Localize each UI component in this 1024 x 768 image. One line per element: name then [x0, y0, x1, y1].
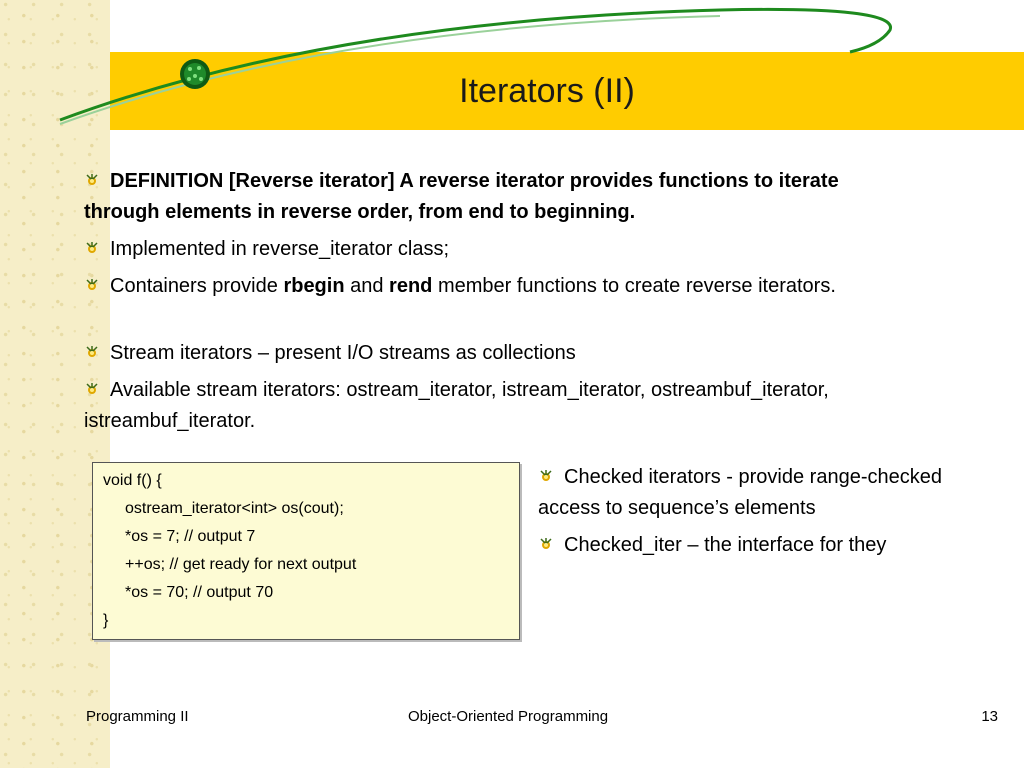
bullet-text: DEFINITION [Reverse iterator] A reverse iterator provides functions to iterate through elements in reverse order, from end to beginning.	[84, 170, 839, 223]
bullet-text: Available stream iterators: ostream_iterator, istream_iterator, ostreambuf_iterator, istreambuf_iterator.	[84, 379, 829, 432]
bullet-text: Stream iterators – present I/O streams as collections	[110, 342, 576, 364]
footer-page-number: 13	[981, 708, 998, 725]
yellow-flower-icon	[84, 381, 100, 397]
code-line: ostream_iterator<int> os(cout);	[125, 500, 344, 517]
bullet-item	[84, 166, 894, 228]
right-bullet-list	[538, 462, 988, 567]
code-line: *os = 7; // output 7	[125, 528, 256, 545]
bullet-text: Implemented in reverse_iterator class;	[110, 238, 450, 260]
bullet-item	[538, 530, 988, 561]
bullet-text: Checked_iter – the interface for they	[564, 534, 887, 556]
bullet-item	[84, 234, 894, 265]
code-line: *os = 70; // output 70	[125, 584, 274, 601]
yellow-flower-icon	[84, 277, 100, 293]
keyword-rend: rend	[389, 275, 433, 297]
bullet-item	[84, 338, 894, 369]
footer-topic: Object-Oriented Programming	[408, 708, 609, 725]
keyword-rbegin: rbegin	[283, 275, 345, 297]
bullet-item	[84, 271, 894, 302]
code-example-box	[92, 462, 520, 640]
bullet-text: Checked iterators - provide range-checked access to sequence’s elements	[538, 466, 942, 519]
yellow-flower-icon	[84, 172, 100, 188]
bullet-text: and	[344, 275, 390, 297]
main-bullet-list	[84, 166, 894, 443]
bullet-item	[84, 375, 894, 437]
bullet-text: Containers provide	[110, 275, 284, 297]
yellow-flower-icon	[84, 344, 100, 360]
code-line: ++os; // get ready for next output	[125, 556, 357, 573]
yellow-flower-icon	[538, 468, 554, 484]
footer-course: Programming II	[86, 708, 189, 725]
yellow-flower-icon	[538, 536, 554, 552]
slide-title: Iterators (II)	[459, 71, 635, 110]
bullet-item	[538, 462, 988, 524]
yellow-flower-icon	[84, 240, 100, 256]
bullet-text: member functions to create reverse iterators.	[432, 275, 836, 297]
code-line: void f() {	[103, 472, 162, 489]
code-line: }	[103, 612, 109, 629]
